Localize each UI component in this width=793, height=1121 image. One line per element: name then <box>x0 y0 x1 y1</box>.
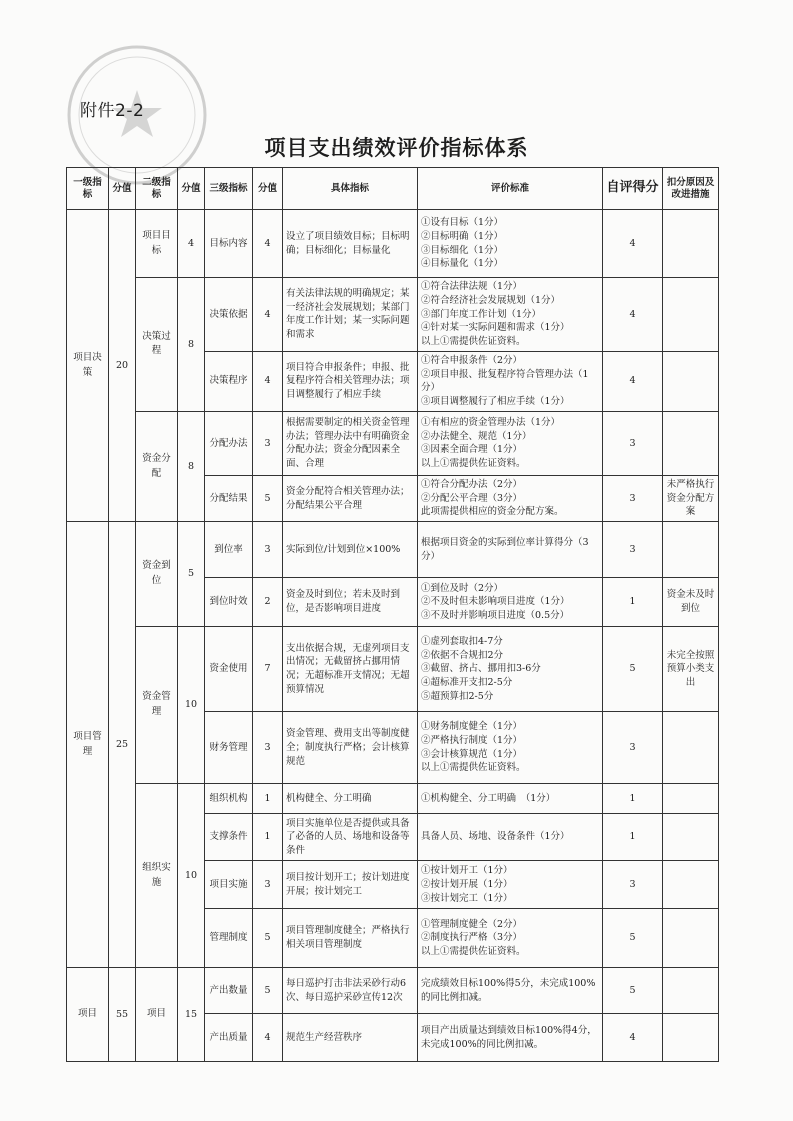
deduction-note: 未严格执行资金分配方案 <box>663 475 719 521</box>
self-score: 3 <box>603 411 663 475</box>
l3-name: 分配办法 <box>205 411 253 475</box>
col-header-l2: 二级指标 <box>136 168 178 210</box>
col-header-indicator: 具体指标 <box>283 168 418 210</box>
group-management-score: 25 <box>109 522 136 968</box>
criteria-text: ①有相应的资金管理办法（1分） ②办法健全、规范（1分） ③因素全面合理（1分） 以上①需提供佐证资料。 <box>418 411 603 475</box>
group-decision-name: 项目决策 <box>67 210 109 522</box>
deduction-note <box>663 814 719 861</box>
deduction-note <box>663 522 719 578</box>
table-header-row <box>67 168 719 210</box>
table-row <box>67 968 719 1014</box>
deduction-note <box>663 210 719 278</box>
indicator-text: 资金管理、费用支出等制度健全；制度执行严格；会计核算规范 <box>283 712 418 784</box>
indicator-text: 项目符合申报条件；申报、批复程序符合相关管理办法；项目调整履行了相应手续 <box>283 351 418 411</box>
subgroup-fundmgmt-name: 资金管理 <box>136 627 178 784</box>
subgroup-process-name: 决策过程 <box>136 278 178 412</box>
criteria-text: 具备人员、场地、设备条件（1分） <box>418 814 603 861</box>
col-header-self-score: 自评得分 <box>603 168 663 210</box>
l3-name: 支撑条件 <box>205 814 253 861</box>
col-header-l1: 一级指标 <box>67 168 109 210</box>
l3-score: 4 <box>253 1014 283 1062</box>
l3-name: 到位时效 <box>205 578 253 627</box>
l3-score: 7 <box>253 627 283 712</box>
criteria-text: ①虚列套取扣4-7分 ②依据不合规扣2分 ③截留、挤占、挪用扣3-6分 ④超标准开支扣2-5分 ⑤超预算扣2-5分 <box>418 627 603 712</box>
subgroup-process-score: 8 <box>178 278 205 412</box>
col-header-criteria: 评价标准 <box>418 168 603 210</box>
deduction-note <box>663 861 719 909</box>
deduction-note <box>663 784 719 814</box>
attachment-label: 附件2-2 <box>80 101 145 121</box>
indicator-text: 设立了项目绩效目标；目标明确；目标细化；目标量化 <box>283 210 418 278</box>
l3-name: 产出质量 <box>205 1014 253 1062</box>
self-score: 1 <box>603 784 663 814</box>
indicator-text: 根据需要制定的相关资金管理办法；管理办法中有明确资金分配办法；资金分配因素全面、合理 <box>283 411 418 475</box>
col-header-l3: 三级指标 <box>205 168 253 210</box>
self-score: 3 <box>603 522 663 578</box>
deduction-note <box>663 1014 719 1062</box>
l3-name: 到位率 <box>205 522 253 578</box>
self-score: 3 <box>603 475 663 521</box>
indicator-text: 规范生产经营秩序 <box>283 1014 418 1062</box>
self-score: 5 <box>603 968 663 1014</box>
criteria-text: ①符合申报条件（2分） ②项目申报、批复程序符合管理办法（1分） ③项目调整履行了相应手续（1分） <box>418 351 603 411</box>
subgroup-fundmgmt-score: 10 <box>178 627 205 784</box>
l3-name: 分配结果 <box>205 475 253 521</box>
deduction-note <box>663 351 719 411</box>
indicator-text: 资金及时到位；若未及时到位，是否影响项目进度 <box>283 578 418 627</box>
page-title: 项目支出绩效评价指标体系 <box>264 136 529 160</box>
self-score: 1 <box>603 814 663 861</box>
l3-score: 2 <box>253 578 283 627</box>
self-score: 5 <box>603 627 663 712</box>
l3-score: 3 <box>253 861 283 909</box>
criteria-text: ①按计划开工（1分） ②按计划开展（1分） ③按计划完工（1分） <box>418 861 603 909</box>
criteria-text: 项目产出质量达到绩效目标100%得4分，未完成100%的同比例扣减。 <box>418 1014 603 1062</box>
l3-score: 5 <box>253 968 283 1014</box>
table-row <box>67 784 719 814</box>
self-score: 4 <box>603 278 663 352</box>
subgroup-output-name: 项目 <box>136 968 178 1062</box>
l3-score: 4 <box>253 351 283 411</box>
table-row <box>67 411 719 475</box>
col-header-score2: 分值 <box>178 168 205 210</box>
indicator-text: 支出依据合规，无虚列项目支出情况；无截留挤占挪用情况；无超标准开支情况；无超预算情况 <box>283 627 418 712</box>
l3-score: 3 <box>253 411 283 475</box>
l3-name: 决策程序 <box>205 351 253 411</box>
deduction-note <box>663 712 719 784</box>
indicator-text: 项目按计划开工；按计划进度开展；按计划完工 <box>283 861 418 909</box>
table-row <box>67 522 719 578</box>
criteria-text: ①符合分配办法（2分） ②分配公平合理（3分） 此项需提供相应的资金分配方案。 <box>418 475 603 521</box>
subgroup-arrival-name: 资金到位 <box>136 522 178 627</box>
deduction-note <box>663 968 719 1014</box>
col-header-score1: 分值 <box>109 168 136 210</box>
table-row <box>67 210 719 278</box>
group-management-name: 项目管理 <box>67 522 109 968</box>
deduction-note <box>663 278 719 352</box>
indicator-table <box>66 167 719 1062</box>
l3-score: 1 <box>253 814 283 861</box>
col-header-deduction: 扣分原因及改进措施 <box>663 168 719 210</box>
criteria-text: 完成绩效目标100%得5分，未完成100%的同比例扣减。 <box>418 968 603 1014</box>
l3-score: 4 <box>253 210 283 278</box>
criteria-text: ①管理制度健全（2分） ②制度执行严格（3分） 以上①需提供佐证资料。 <box>418 909 603 968</box>
indicator-text: 每日巡护打击非法采砂行动6次、每日巡护采砂宣传12次 <box>283 968 418 1014</box>
deduction-note <box>663 411 719 475</box>
group-output-score: 55 <box>109 968 136 1062</box>
l3-score: 3 <box>253 522 283 578</box>
self-score: 4 <box>603 1014 663 1062</box>
table-row <box>67 627 719 712</box>
indicator-text: 资金分配符合相关管理办法；分配结果公平合理 <box>283 475 418 521</box>
criteria-text: ①设有目标（1分） ②目标明确（1分） ③目标细化（1分） ④目标量化（1分） <box>418 210 603 278</box>
l3-score: 4 <box>253 278 283 352</box>
group-decision-score: 20 <box>109 210 136 522</box>
l3-name: 财务管理 <box>205 712 253 784</box>
subgroup-alloc-name: 资金分配 <box>136 411 178 521</box>
deduction-note <box>663 909 719 968</box>
criteria-text: ①符合法律法规（1分） ②符合经济社会发展规划（1分） ③部门年度工作计划（1分） ④针对某一实际问题和需求（1分） 以上①需提供佐证资料。 <box>418 278 603 352</box>
indicator-text: 有关法律法规的明确规定；某一经济社会发展规划；某部门年度工作计划；某一实际问题和需求 <box>283 278 418 352</box>
indicator-text: 项目管理制度健全；严格执行相关项目管理制度 <box>283 909 418 968</box>
self-score: 5 <box>603 909 663 968</box>
group-output-name: 项目 <box>67 968 109 1062</box>
l3-name: 目标内容 <box>205 210 253 278</box>
l3-name: 产出数量 <box>205 968 253 1014</box>
subgroup-org-name: 组织实施 <box>136 784 178 968</box>
l3-name: 项目实施 <box>205 861 253 909</box>
l3-score: 3 <box>253 712 283 784</box>
l3-name: 决策依据 <box>205 278 253 352</box>
table-row <box>67 278 719 352</box>
self-score: 3 <box>603 861 663 909</box>
subgroup-alloc-score: 8 <box>178 411 205 521</box>
deduction-note: 未完全按照预算小类支出 <box>663 627 719 712</box>
criteria-text: ①到位及时（2分） ②不及时但未影响项目进度（1分） ③不及时并影响项目进度（0.5分） <box>418 578 603 627</box>
l3-score: 5 <box>253 909 283 968</box>
deduction-note: 资金未及时到位 <box>663 578 719 627</box>
subgroup-arrival-score: 5 <box>178 522 205 627</box>
l3-name: 资金使用 <box>205 627 253 712</box>
self-score: 3 <box>603 712 663 784</box>
indicator-text: 实际到位/计划到位×100% <box>283 522 418 578</box>
col-header-score3: 分值 <box>253 168 283 210</box>
criteria-text: ①机构健全、分工明确 （1分） <box>418 784 603 814</box>
subgroup-goal-name: 项目目标 <box>136 210 178 278</box>
criteria-text: 根据项目资金的实际到位率计算得分（3分） <box>418 522 603 578</box>
l3-score: 1 <box>253 784 283 814</box>
self-score: 4 <box>603 351 663 411</box>
indicator-text: 项目实施单位是否提供或具备了必备的人员、场地和设备等条件 <box>283 814 418 861</box>
l3-name: 组织机构 <box>205 784 253 814</box>
subgroup-org-score: 10 <box>178 784 205 968</box>
self-score: 4 <box>603 210 663 278</box>
l3-score: 5 <box>253 475 283 521</box>
subgroup-output-score: 15 <box>178 968 205 1062</box>
criteria-text: ①财务制度健全（1分） ②严格执行制度（1分） ③会计核算规范（1分） 以上①需提供佐证资料。 <box>418 712 603 784</box>
subgroup-goal-score: 4 <box>178 210 205 278</box>
indicator-text: 机构健全、分工明确 <box>283 784 418 814</box>
l3-name: 管理制度 <box>205 909 253 968</box>
self-score: 1 <box>603 578 663 627</box>
